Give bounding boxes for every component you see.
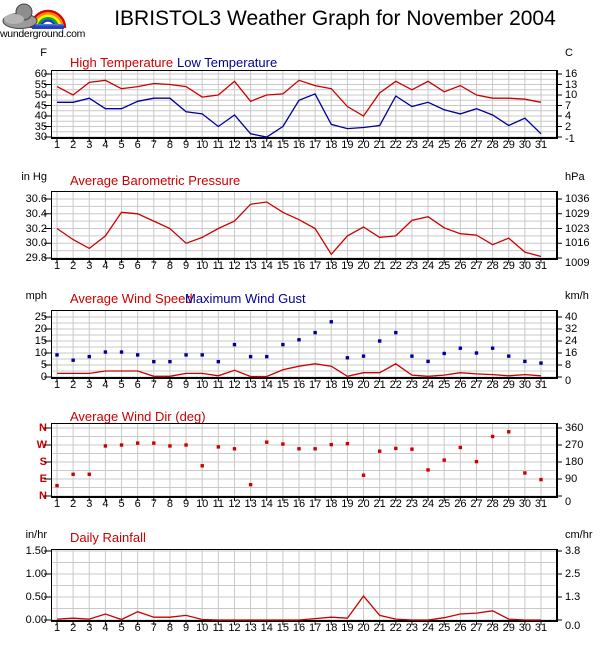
x-tick-label: 4 (102, 379, 109, 391)
x-tick-label: 2 (70, 622, 77, 634)
x-tick-label: 7 (150, 379, 157, 391)
x-tick-label: 2 (70, 260, 77, 272)
x-tick-label: 28 (486, 622, 499, 634)
x-tick-label: 29 (502, 622, 515, 634)
x-tick-label: 25 (438, 260, 451, 272)
right-unit-label: hPa (565, 171, 585, 183)
x-tick-label: 16 (292, 260, 306, 272)
x-tick-label: 6 (134, 379, 141, 391)
x-tick-label: 6 (134, 498, 141, 510)
x-tick-label: 11 (212, 260, 225, 272)
x-tick-label: 22 (389, 498, 402, 510)
x-tick-label: 31 (534, 139, 548, 151)
x-tick-label: 7 (150, 622, 157, 634)
legend-average-wind-dir-deg: Average Wind Dir (deg) (70, 409, 206, 424)
x-tick-label: 2 (70, 139, 77, 151)
left-unit-label: in/hr (25, 529, 47, 541)
x-tick-label: 22 (389, 622, 402, 634)
x-tick-label: 18 (325, 622, 338, 634)
y-tick-label-right: 3.8 (565, 545, 581, 557)
x-tick-label: 12 (228, 379, 241, 391)
x-tick-label: 1 (53, 260, 61, 272)
y-tick-label-left: 1.50 (25, 545, 47, 557)
y-tick-label-right: 0 (565, 496, 572, 508)
y-tick-label-right: 1016 (565, 237, 590, 250)
x-tick-label: 6 (134, 622, 141, 634)
x-tick-label: 23 (405, 260, 419, 272)
x-tick-label: 30 (518, 498, 531, 510)
x-tick-label: 26 (454, 260, 467, 272)
x-tick-label: 14 (260, 260, 273, 272)
x-tick-label: 20 (357, 379, 370, 391)
x-tick-label: 12 (228, 260, 241, 272)
x-tick-label: 30 (518, 139, 531, 151)
y-tick-label-left: 30.0 (25, 237, 47, 250)
x-tick-label: 14 (260, 498, 273, 510)
x-tick-label: 8 (166, 379, 173, 391)
x-tick-label: 23 (405, 139, 419, 151)
x-tick-label: 4 (102, 498, 109, 510)
y-tick-label-right: 180 (565, 456, 584, 468)
x-tick-label: 15 (276, 260, 289, 272)
x-tick-label: 21 (373, 379, 386, 391)
x-tick-label: 3 (86, 139, 93, 151)
y-tick-label-right: 7 (565, 99, 572, 112)
legend-high-temperature: High Temperature (70, 55, 174, 70)
y-tick-label-right: 1.3 (565, 591, 581, 603)
y-tick-label-left: 50 (34, 89, 47, 101)
y-tick-label-right: 1029 (565, 207, 590, 220)
x-tick-label: 17 (309, 379, 322, 391)
y-tick-label-left: 0.50 (25, 591, 47, 603)
x-tick-label: 30 (518, 622, 531, 634)
x-tick-label: 16 (292, 139, 306, 151)
x-tick-label: 25 (438, 622, 451, 634)
y-tick-label-right: 2 (565, 120, 572, 133)
x-tick-label: 13 (244, 498, 257, 510)
y-tick-label-right: 90 (565, 473, 578, 485)
x-tick-label: 23 (405, 622, 419, 634)
y-tick-label-left: 15 (34, 335, 47, 347)
y-tick-label-left: 30.6 (25, 193, 47, 205)
x-tick-label: 29 (502, 379, 515, 391)
y-tick-label-left: 5 (40, 359, 47, 371)
x-tick-label: 28 (486, 498, 499, 510)
x-tick-label: 1 (53, 498, 61, 510)
x-tick-label: 24 (421, 498, 435, 510)
y-tick-label-left: 30.4 (25, 207, 47, 220)
x-tick-label: 20 (357, 139, 370, 151)
x-tick-label: 22 (389, 379, 402, 391)
x-tick-label: 15 (276, 498, 289, 510)
y-tick-label-right: 1036 (565, 193, 590, 205)
x-tick-label: 27 (470, 260, 483, 272)
x-tick-label: 21 (373, 622, 386, 634)
x-tick-label: 1 (53, 622, 61, 634)
x-tick-label: 9 (183, 622, 190, 634)
x-tick-label: 19 (341, 622, 354, 634)
x-tick-label: 1 (53, 139, 61, 151)
x-tick-label: 9 (183, 379, 190, 391)
x-tick-label: 25 (438, 379, 451, 391)
page-title: IBRISTOL3 Weather Graph for November 2004 (114, 7, 556, 30)
x-tick-label: 21 (373, 260, 386, 272)
y-tick-label-right: 1009 (565, 257, 590, 269)
x-tick-label: 7 (150, 139, 157, 151)
x-tick-label: 14 (260, 139, 273, 151)
x-tick-label: 12 (228, 139, 241, 151)
y-tick-label-left: 55 (34, 78, 47, 91)
x-tick-label: 16 (292, 622, 306, 634)
x-tick-label: 29 (502, 498, 515, 510)
wunderground-logo-text: wunderground.com (0, 28, 86, 40)
x-tick-label: 16 (292, 379, 306, 391)
x-tick-label: 8 (166, 498, 173, 510)
y-tick-label-left: 25 (34, 311, 47, 323)
x-tick-label: 24 (421, 379, 435, 391)
x-tick-label: 2 (70, 379, 77, 391)
y-tick-label-right: 4 (565, 110, 572, 122)
x-tick-label: 3 (86, 379, 93, 391)
x-tick-label: 24 (421, 260, 435, 272)
x-tick-label: 27 (470, 622, 483, 634)
x-tick-label: 4 (102, 622, 109, 634)
x-tick-label: 5 (118, 622, 125, 634)
y-tick-label-right: 8 (565, 359, 572, 371)
x-tick-label: 22 (389, 260, 402, 272)
x-tick-label: 18 (325, 379, 338, 391)
x-tick-label: 9 (183, 139, 190, 151)
y-tick-label-right: 40 (565, 311, 578, 323)
x-tick-label: 26 (454, 139, 467, 151)
x-tick-label: 16 (292, 498, 306, 510)
y-tick-label-right: -1 (565, 133, 575, 145)
y-tick-label-left: S (39, 456, 47, 468)
x-tick-label: 26 (454, 379, 467, 391)
y-tick-label-right: 10 (565, 89, 578, 101)
y-tick-label-right: 0 (565, 375, 572, 387)
y-tick-label-left: 35 (34, 120, 47, 133)
y-tick-label-right: 16 (565, 68, 578, 80)
x-tick-label: 20 (357, 622, 370, 634)
x-tick-label: 10 (196, 498, 209, 510)
x-tick-label: 22 (389, 139, 402, 151)
y-tick-label-right: 24 (565, 335, 578, 347)
legend-maximum-wind-gust: Maximum Wind Gust (185, 291, 306, 306)
y-tick-label-left: 10 (34, 347, 47, 359)
rainfall-plot (0, 548, 600, 627)
x-tick-label: 27 (470, 139, 483, 151)
y-tick-label-left: 29.8 (25, 252, 47, 264)
left-unit-label: in Hg (21, 171, 47, 183)
x-tick-label: 28 (486, 260, 499, 272)
legend-average-barometric-pressure: Average Barometric Pressure (70, 173, 241, 188)
x-tick-label: 25 (438, 139, 451, 151)
x-tick-label: 15 (276, 379, 289, 391)
x-tick-label: 25 (438, 498, 451, 510)
y-tick-label-right: 1023 (565, 222, 590, 235)
y-tick-label-right: 270 (565, 439, 584, 451)
x-tick-label: 20 (357, 260, 370, 272)
left-unit-label: mph (25, 290, 47, 302)
x-tick-label: 6 (134, 139, 141, 151)
x-tick-label: 14 (260, 379, 273, 391)
x-tick-label: 6 (134, 260, 141, 272)
left-unit-label: F (40, 47, 47, 59)
x-tick-label: 21 (373, 139, 386, 151)
x-tick-label: 18 (325, 498, 338, 510)
x-tick-label: 18 (325, 139, 338, 151)
y-tick-label-right: 0.0 (565, 620, 581, 632)
x-tick-label: 28 (486, 379, 499, 391)
y-tick-label-left: 20 (34, 323, 47, 335)
x-tick-label: 15 (276, 139, 289, 151)
x-tick-label: 5 (118, 379, 125, 391)
y-tick-label-left: 30.2 (25, 222, 47, 235)
x-tick-label: 24 (421, 622, 435, 634)
x-tick-label: 30 (518, 379, 531, 391)
x-tick-label: 13 (244, 260, 257, 272)
x-tick-label: 10 (196, 379, 209, 391)
y-tick-label-left: 30 (34, 131, 47, 143)
x-tick-label: 11 (212, 379, 225, 391)
y-tick-label-left: E (39, 473, 47, 485)
x-tick-label: 10 (196, 260, 209, 272)
legend-low-temperature: Low Temperature (177, 55, 278, 70)
x-tick-label: 8 (166, 260, 173, 272)
y-tick-label-left: 0.00 (25, 614, 47, 626)
x-tick-label: 26 (454, 622, 467, 634)
x-tick-label: 10 (196, 139, 209, 151)
x-tick-label: 8 (166, 622, 173, 634)
x-tick-label: 31 (534, 622, 548, 634)
x-tick-label: 4 (102, 260, 109, 272)
x-tick-label: 31 (534, 498, 548, 510)
right-unit-label: cm/hr (565, 529, 593, 541)
x-tick-label: 21 (373, 498, 386, 510)
y-tick-label-right: 2.5 (565, 568, 581, 580)
x-tick-label: 26 (454, 498, 467, 510)
x-tick-label: 13 (244, 139, 257, 151)
x-tick-label: 11 (212, 622, 225, 634)
y-tick-label-left: 60 (34, 68, 47, 80)
x-tick-label: 27 (470, 379, 483, 391)
x-tick-label: 5 (118, 260, 125, 272)
x-tick-label: 19 (341, 379, 354, 391)
x-tick-label: 5 (118, 498, 125, 510)
right-unit-label: C (565, 47, 573, 59)
x-tick-label: 19 (341, 498, 354, 510)
x-tick-label: 14 (260, 622, 273, 634)
x-tick-label: 1 (53, 379, 61, 391)
y-tick-label-left: 45 (34, 99, 47, 112)
x-tick-label: 15 (276, 622, 289, 634)
x-tick-label: 29 (502, 139, 515, 151)
x-tick-label: 18 (325, 260, 338, 272)
y-tick-label-right: 360 (565, 422, 584, 434)
right-unit-label: km/h (565, 290, 589, 302)
y-tick-label-right: 32 (565, 323, 578, 335)
x-tick-label: 29 (502, 260, 515, 272)
x-tick-label: 3 (86, 622, 93, 634)
legend-daily-rainfall: Daily Rainfall (70, 530, 146, 545)
x-tick-label: 7 (150, 260, 157, 272)
x-tick-label: 10 (196, 622, 209, 634)
x-tick-label: 11 (212, 139, 225, 151)
x-tick-label: 23 (405, 379, 419, 391)
y-tick-label-left: 1.00 (25, 568, 47, 580)
x-tick-label: 31 (534, 379, 548, 391)
x-tick-label: 13 (244, 622, 257, 634)
y-tick-label-left: 40 (34, 110, 47, 122)
x-tick-label: 2 (70, 498, 77, 510)
x-tick-label: 13 (244, 379, 257, 391)
y-tick-label-left: W (36, 439, 47, 451)
x-tick-label: 4 (102, 139, 109, 151)
legend-average-wind-speed: Average Wind Speed (70, 291, 193, 306)
x-tick-label: 5 (118, 139, 125, 151)
x-tick-label: 8 (166, 139, 173, 151)
y-tick-label-right: 16 (565, 347, 578, 359)
x-tick-label: 23 (405, 498, 419, 510)
x-tick-label: 9 (183, 498, 190, 510)
x-tick-label: 19 (341, 260, 354, 272)
x-tick-label: 3 (86, 498, 93, 510)
x-tick-label: 3 (86, 260, 93, 272)
x-tick-label: 24 (421, 139, 435, 151)
x-tick-label: 7 (150, 498, 157, 510)
x-tick-label: 12 (228, 622, 241, 634)
y-tick-label-right: 13 (565, 78, 578, 91)
x-tick-label: 19 (341, 139, 354, 151)
y-tick-label-left: N (39, 490, 47, 502)
x-tick-label: 28 (486, 139, 499, 151)
x-tick-label: 9 (183, 260, 190, 272)
y-tick-label-left: N (39, 422, 47, 434)
x-tick-label: 17 (309, 498, 322, 510)
x-tick-label: 17 (309, 139, 322, 151)
x-tick-label: 17 (309, 622, 322, 634)
x-tick-label: 12 (228, 498, 241, 510)
x-tick-label: 11 (212, 498, 225, 510)
x-tick-label: 31 (534, 260, 548, 272)
y-tick-label-left: 0 (40, 371, 47, 383)
x-tick-label: 30 (518, 260, 531, 272)
x-tick-label: 20 (357, 498, 370, 510)
x-tick-label: 27 (470, 498, 483, 510)
x-tick-label: 17 (309, 260, 322, 272)
